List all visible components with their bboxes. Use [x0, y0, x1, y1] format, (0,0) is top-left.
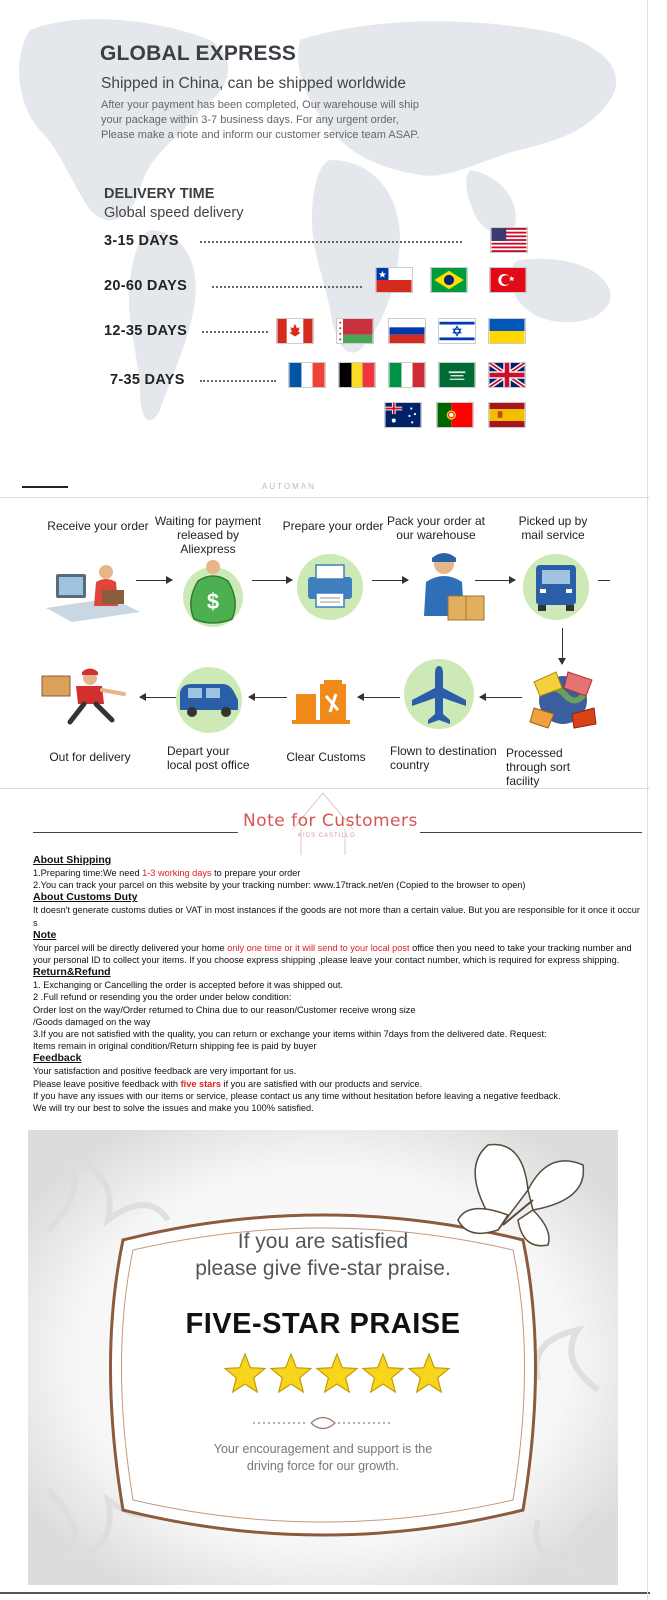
ukraine-flag-icon	[488, 318, 526, 344]
divider	[0, 1592, 650, 1594]
van-icon	[172, 666, 246, 734]
return-line-3: Order lost on the way/Order returned to China due to our reason/Customer receive wrong size	[33, 1004, 416, 1015]
express-subtitle: Shipped in China, can be shipped worldwide	[101, 75, 407, 92]
express-title: GLOBAL EXPRESS	[100, 42, 297, 65]
israel-flag-icon	[438, 318, 476, 344]
return-heading: Return&Refund	[33, 966, 111, 979]
customs-text: It doesn't generate customs duties or VAT in most instances if the goods are not more than a certain value. But you are responsible for it once it occur s	[33, 905, 640, 928]
step-pack-order: Pack your order at our warehouse	[386, 514, 486, 542]
dotted-leader	[200, 241, 462, 243]
order-process-section	[0, 497, 650, 787]
australia-flag-icon	[384, 402, 422, 428]
customer-notes-section	[0, 788, 650, 1123]
shipping-line-2: 2.You can track your parcel on this website by your tracking number: www.17track.net/en (Copied to the browser to open)	[33, 880, 526, 891]
customs-officer-icon	[290, 676, 354, 728]
flow-arrow	[136, 580, 172, 581]
dotted-leader	[202, 331, 268, 333]
flow-arrow	[140, 697, 176, 698]
france-flag-icon	[288, 362, 326, 388]
feedback-heading: Feedback	[33, 1052, 82, 1065]
step-processed-sort: Processed through sort facility	[506, 746, 571, 788]
delivery-row-label: 20-60 DAYS	[104, 278, 188, 294]
flow-arrow	[372, 580, 408, 581]
divider	[420, 832, 642, 833]
world-map-background	[0, 0, 650, 490]
five-star-rating	[223, 1352, 463, 1396]
mail-globe-icon	[528, 666, 598, 732]
flow-arrow-stub	[598, 580, 610, 581]
express-description: After your payment has been completed, Our warehouse will ship your package within 3-7 business days. For any urgent order, Please make a note and inform our customer service team ASAP.	[101, 99, 420, 141]
delivery-row-label: 12-35 DAYS	[104, 323, 188, 339]
star-icon	[271, 1354, 311, 1392]
praise-footer-2: driving force for our growth.	[246, 1459, 400, 1473]
delivery-row-label: 3-15 DAYS	[104, 233, 179, 249]
saudi-arabia-flag-icon	[438, 362, 476, 388]
customs-heading: About Customs Duty	[33, 891, 138, 904]
notes-body	[33, 854, 643, 1114]
delivery-row-label: 7-35 DAYS	[110, 372, 185, 388]
star-icon	[225, 1354, 265, 1392]
step-picked-up: Picked up by mail service	[518, 514, 588, 542]
dotted-leader	[200, 380, 276, 382]
star-icon	[317, 1354, 357, 1392]
svg-text:$: $	[206, 589, 220, 614]
usa-flag-icon	[490, 227, 528, 253]
delivery-time-title: DELIVERY TIME	[104, 186, 215, 202]
belarus-flag-icon	[336, 318, 374, 344]
feedback-line-2: Please leave positive feedback with five stars if you are satisfied with our products and service.	[33, 1078, 423, 1089]
flow-arrow-down	[562, 628, 563, 664]
italy-flag-icon	[388, 362, 426, 388]
computer-operator-icon	[42, 560, 142, 628]
divider	[22, 486, 68, 488]
return-line-4: /Goods damaged on the way	[33, 1016, 151, 1027]
feedback-line-4: We will try our best to solve the issues and make you 100% satisfied.	[33, 1103, 314, 1114]
faded-watermark-text: AUTOMAN	[262, 482, 316, 490]
step-flown-destination: Flown to destination country	[390, 744, 497, 772]
canada-flag-icon	[276, 318, 314, 344]
praise-line-2: please give five-star praise.	[195, 1257, 451, 1280]
turkey-flag-icon	[489, 267, 527, 293]
flow-arrow	[252, 580, 292, 581]
flow-arrow	[249, 697, 287, 698]
step-receive-order: Receive your order	[47, 519, 149, 533]
russia-flag-icon	[388, 318, 426, 344]
return-line-2: 2 .Full refund or resending you the order under below condition:	[33, 992, 292, 1003]
feedback-line-3: If you have any issues with our items or service, please contact us any time without hesitation before leaving a negative feedback.	[33, 1090, 561, 1101]
portugal-flag-icon	[436, 402, 474, 428]
step-prepare-order: Prepare your order	[282, 519, 384, 533]
flow-arrow	[358, 697, 400, 698]
packer-icon	[408, 546, 492, 626]
return-line-1: 1. Exchanging or Cancelling the order is accepted before it was shipped out.	[33, 980, 344, 991]
money-bag-icon	[178, 553, 248, 631]
dotted-leader	[212, 286, 362, 288]
flow-arrow	[475, 580, 515, 581]
step-depart-post-office: Depart your local post office	[167, 744, 250, 772]
note-text: Your parcel will be directly delivered your home only one time or it will send to your local post office then you need to take your tracking number and your personal ID to collect your items. If you choose express shipping ,please leave your contact number, which is required for express shipping.	[33, 942, 632, 966]
star-icon	[409, 1354, 449, 1392]
notes-title: Note for Customers	[243, 811, 418, 831]
five-star-praise-section	[28, 1130, 618, 1585]
flow-arrow	[480, 697, 522, 698]
delivery-time-subtitle: Global speed delivery	[104, 205, 244, 221]
divider	[33, 832, 238, 833]
shipping-line-1: 1.Preparing time:We need 1-3 working days to prepare your order	[33, 868, 301, 878]
truck-icon	[518, 553, 594, 621]
praise-headline: FIVE-STAR PRAISE	[185, 1308, 461, 1340]
divider	[647, 0, 648, 1600]
brazil-flag-icon	[430, 267, 468, 293]
step-waiting-payment: Waiting for payment released by Aliexpress	[154, 514, 262, 556]
courier-icon	[40, 666, 138, 726]
step-out-for-delivery: Out for delivery	[49, 750, 131, 764]
praise-line-1: If you are satisfied	[237, 1230, 409, 1253]
spain-flag-icon	[488, 402, 526, 428]
uk-flag-icon	[488, 362, 526, 388]
feedback-line-1: Your satisfaction and positive feedback are very important for us.	[33, 1066, 297, 1077]
note-heading: Note	[33, 928, 57, 941]
shipping-heading: About Shipping	[33, 854, 112, 866]
printer-icon	[294, 553, 366, 621]
return-line-5: 3.If you are not satisfied with the quality, you can return or exchange your items within 7days from the delivered date. Request:	[33, 1029, 547, 1040]
praise-footer-1: Your encouragement and support is the	[213, 1442, 433, 1456]
star-icon	[363, 1354, 403, 1392]
step-clear-customs: Clear Customs	[286, 750, 366, 764]
global-express-section	[0, 0, 650, 490]
airplane-icon	[402, 656, 476, 732]
brand-name: KIDS CASTILLO	[298, 833, 356, 839]
belgium-flag-icon	[338, 362, 376, 388]
return-line-6: Items remain in original condition/Return shipping fee is paid by buyer	[33, 1041, 317, 1052]
chile-flag-icon	[375, 267, 413, 293]
